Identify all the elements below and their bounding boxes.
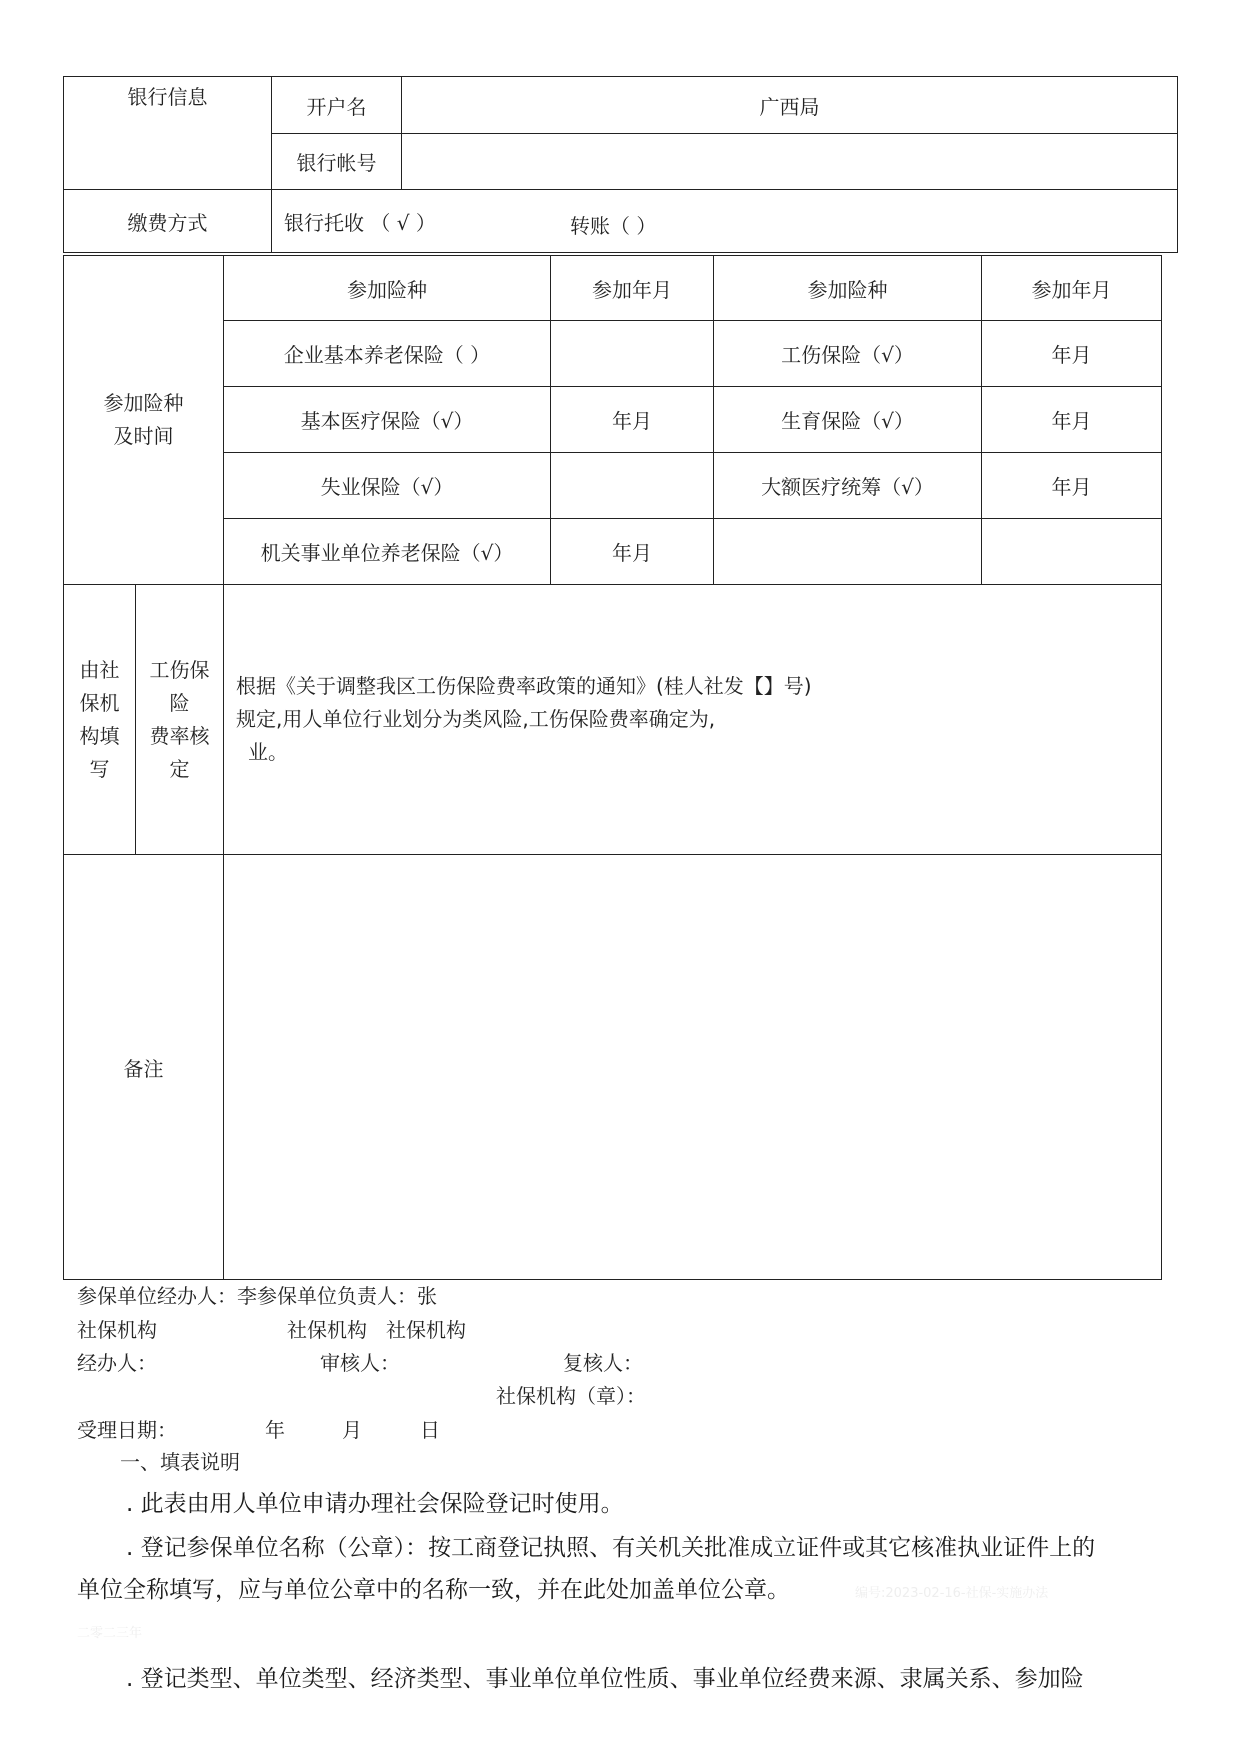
injury-rate-label-line: 险 (169, 690, 190, 715)
payment-method-label: 缴费方式 (64, 190, 272, 253)
header-join-date-1: 参加年月 (551, 256, 714, 321)
join-date-cell[interactable]: 年月 (551, 387, 714, 453)
insurance-type-cell[interactable] (714, 519, 982, 585)
header-insurance-type-2: 参加险种 (714, 256, 982, 321)
signoff-reviewer: 审核人： (320, 1351, 400, 1375)
instructions-p3: . 登记类型、单位类型、经济类型、事业单位单位性质、事业单位经费来源、隶属关系、参加险 (126, 1666, 1084, 1692)
bank-info-label (64, 77, 272, 190)
insurance-type-cell[interactable]: 生育保险（√） (714, 387, 982, 453)
insurance-type-cell[interactable]: 工伤保险（√） (714, 321, 982, 387)
injury-rate-label (136, 585, 224, 855)
signoff-day: 日 (420, 1418, 440, 1442)
instructions-p2-line2: 单位全称填写，应与单位公章中的名称一致，并在此处加盖单位公章。 (77, 1577, 790, 1603)
injury-rate-label-line: 定 (169, 756, 190, 781)
join-date-cell[interactable]: 年月 (982, 321, 1162, 387)
join-date-cell[interactable]: 年月 (551, 519, 714, 585)
injury-rate-text[interactable] (224, 585, 1162, 855)
insurance-section-label (64, 256, 224, 585)
instructions-heading: 一、填表说明 (120, 1450, 240, 1474)
signoff-date-label: 受理日期： (77, 1418, 177, 1442)
insurance-type-cell[interactable]: 基本医疗保险（√） (224, 387, 551, 453)
injury-rate-text-line: 业。 (248, 740, 288, 764)
insurance-section-label-line1: 参加险种 (103, 391, 184, 415)
agency-fill-label-line: 保机 (79, 690, 120, 715)
insurance-table (63, 255, 1162, 1280)
join-date-cell[interactable] (551, 321, 714, 387)
signoff-org-a: 社保机构 (77, 1318, 157, 1342)
account-number-value[interactable] (402, 134, 1178, 190)
remarks-label: 备注 (64, 855, 224, 1280)
bank-info-label-text: 银行信息 (127, 85, 208, 109)
signoff-rechecker: 复核人： (563, 1351, 643, 1375)
insurance-type-cell[interactable]: 企业基本养老保险（ ） (224, 321, 551, 387)
insurance-section-label-line2: 及时间 (113, 424, 174, 448)
signoff-org-c: 社保机构 (386, 1318, 466, 1342)
header-insurance-type-1: 参加险种 (224, 256, 551, 321)
signoff-line1: 参保单位经办人：李参保单位负责人：张 (77, 1284, 437, 1308)
signoff-year: 年 (265, 1418, 285, 1442)
agency-fill-label (64, 585, 136, 855)
signoff-org-b: 社保机构 (287, 1318, 367, 1342)
bank-info-table (63, 76, 1178, 253)
join-date-cell[interactable] (982, 519, 1162, 585)
account-name-label: 开户名 (272, 77, 402, 134)
join-date-cell[interactable] (551, 453, 714, 519)
injury-rate-label-line: 工伤保 (149, 657, 210, 682)
account-name-value[interactable]: 广西局 (402, 77, 1178, 134)
bank-collection-option[interactable]: 银行托收 （ √ ） (284, 210, 436, 235)
agency-fill-label-line: 写 (89, 756, 110, 781)
agency-fill-label-line: 构填 (79, 723, 120, 748)
instructions-p2-line1: . 登记参保单位名称（公章）：按工商登记执照、有关机关批准成立证件或其它核准执业证件上的 (126, 1535, 1096, 1561)
header-join-date-2: 参加年月 (982, 256, 1162, 321)
injury-rate-text-line: 规定,用人单位行业划分为类风险,工伤保险费率确定为, (236, 707, 716, 731)
transfer-option[interactable]: 转账（ ） (570, 214, 657, 238)
insurance-type-cell[interactable]: 大额医疗统筹（√） (714, 453, 982, 519)
injury-rate-label-line: 费率核 (149, 723, 210, 748)
agency-fill-label-line: 由社 (79, 657, 120, 682)
join-date-cell[interactable]: 年月 (982, 387, 1162, 453)
faint-footer-text: 编号:2023-02-16-社保-实施办法 (855, 1586, 1049, 1601)
injury-rate-text-line: 根据《关于调整我区工伤保险费率政策的通知》(桂人社发【】号) (236, 674, 812, 698)
insurance-type-cell[interactable]: 机关事业单位养老保险（√） (224, 519, 551, 585)
signoff-month: 月 (342, 1418, 362, 1442)
payment-method-options (272, 190, 1178, 253)
signoff-handler: 经办人： (77, 1351, 157, 1375)
instructions-p1: . 此表由用人单位申请办理社会保险登记时使用。 (126, 1491, 624, 1517)
join-date-cell[interactable]: 年月 (982, 453, 1162, 519)
remarks-value[interactable] (224, 855, 1162, 1280)
insurance-type-cell[interactable]: 失业保险（√） (224, 453, 551, 519)
account-number-label: 银行帐号 (272, 134, 402, 190)
signoff-seal: 社保机构（章）： (496, 1384, 646, 1408)
faint-footer-text-2: 二零二三年 (77, 1626, 143, 1641)
